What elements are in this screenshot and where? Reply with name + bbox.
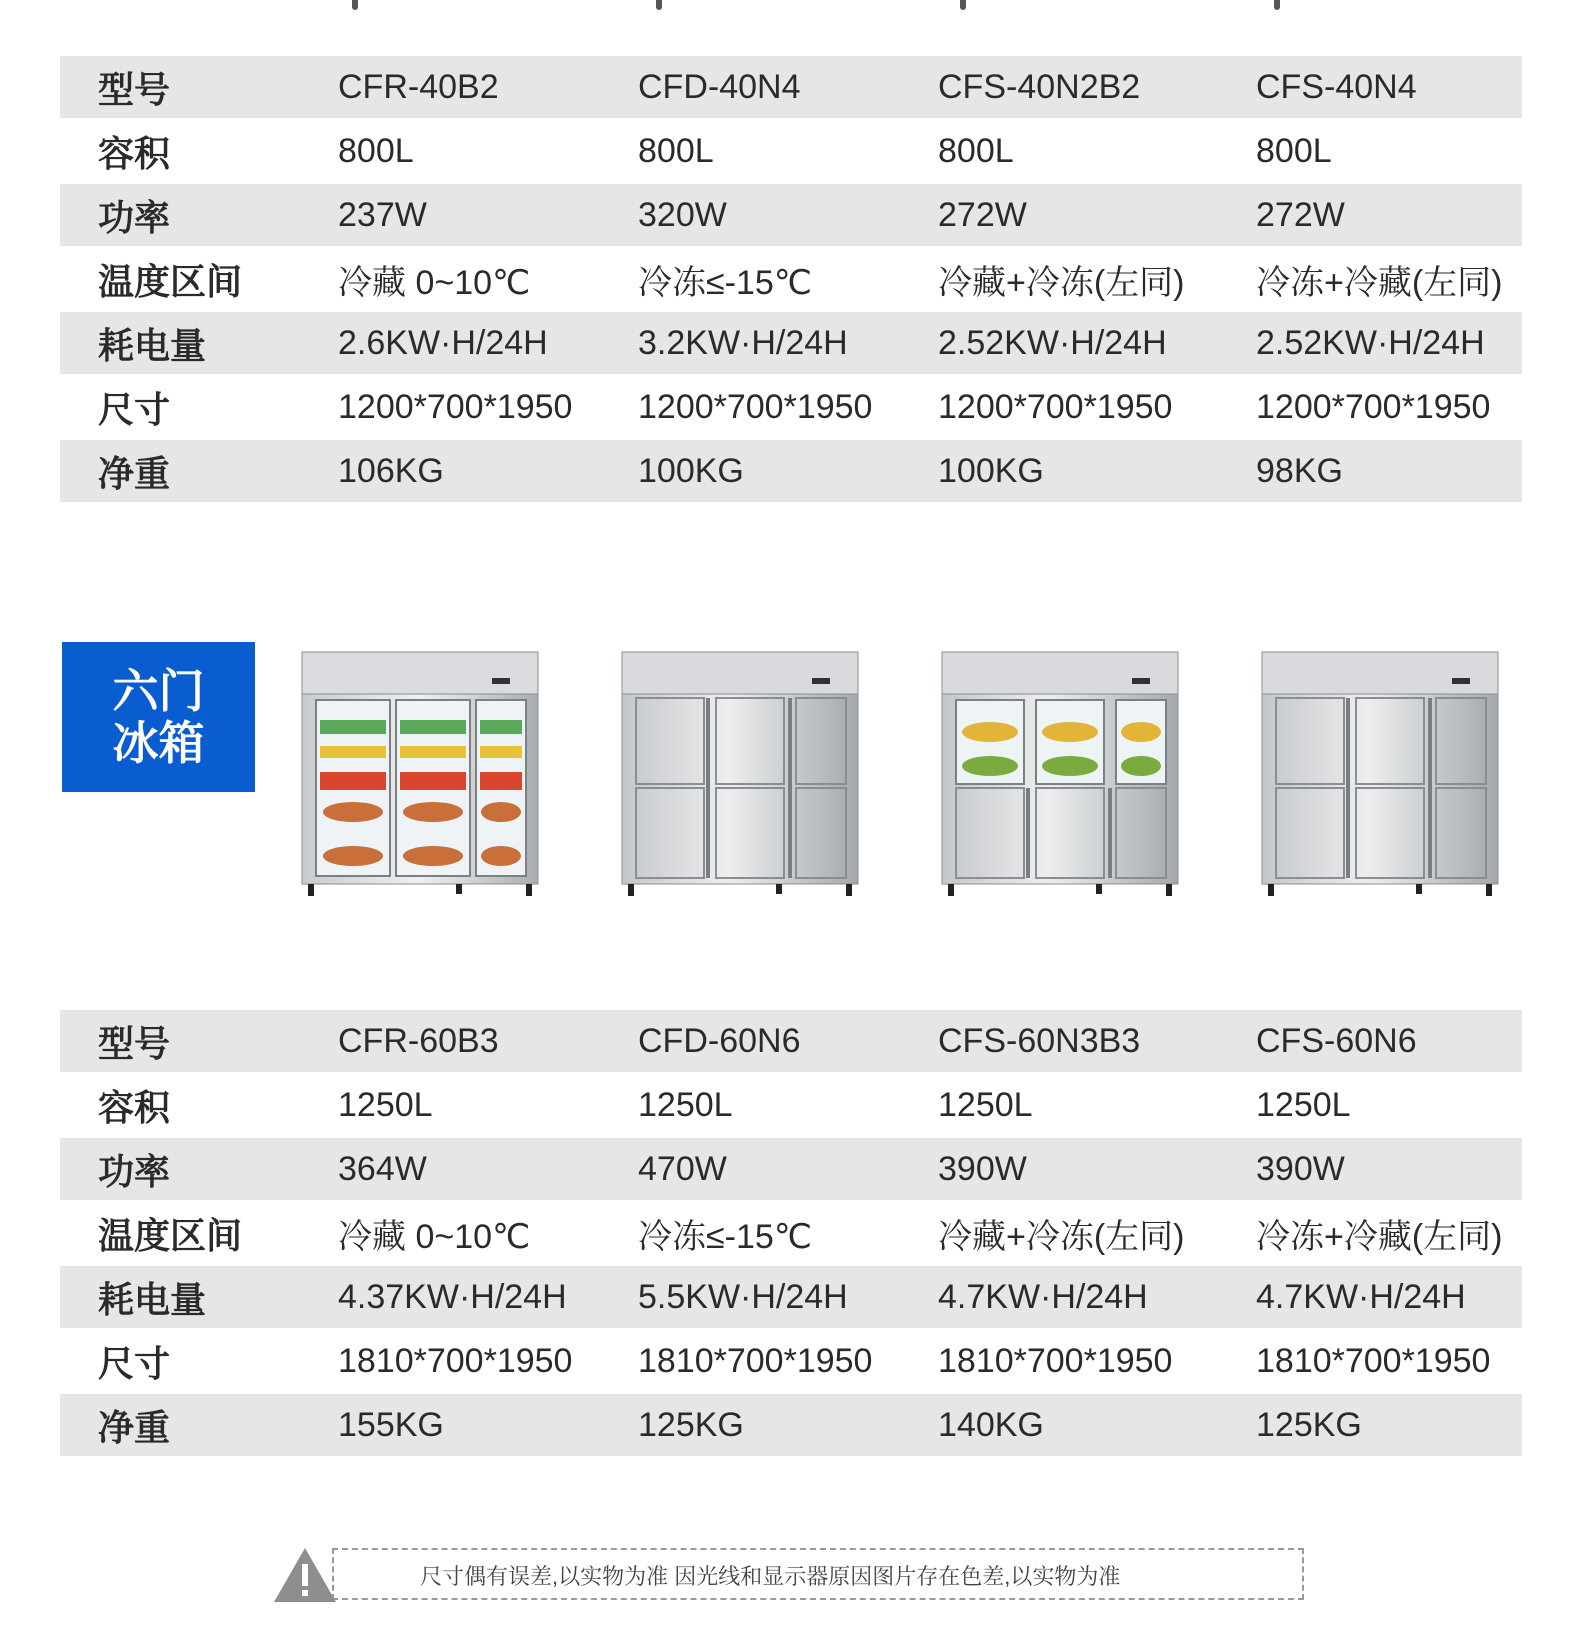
row-label: 容积 xyxy=(98,1086,171,1128)
table-cell: 冷冻≤-15℃ xyxy=(638,263,812,302)
table-cell: 1250L xyxy=(1256,1085,1351,1124)
table-cell: 1200*700*1950 xyxy=(638,387,873,426)
table-cell: 272W xyxy=(938,184,1256,246)
table-cell: 155KG xyxy=(338,1394,638,1456)
table-cell: 1810*700*1950 xyxy=(938,1341,1173,1380)
table-cell: 800L xyxy=(338,131,414,170)
fridge-image-glass-doors xyxy=(296,650,546,910)
table-row-temperature xyxy=(60,1200,1522,1266)
table-cell: 冷藏+冷冻(左同) xyxy=(938,1217,1185,1256)
model-cell: CFS-60N3B3 xyxy=(938,1010,1256,1072)
table-row-size xyxy=(60,374,1522,440)
model-cell: CFD-60N6 xyxy=(638,1010,938,1072)
table-cell: 冷冻+冷藏(左同) xyxy=(1256,263,1503,302)
fridge-image-half-glass-doors xyxy=(936,650,1186,910)
model-cell: CFD-40N4 xyxy=(638,56,938,118)
spec-table-four-door xyxy=(60,56,1522,502)
table-cell: 4.7KW·H/24H xyxy=(1256,1266,1522,1328)
table-cell: 3.2KW·H/24H xyxy=(638,312,938,374)
table-cell: 1810*700*1950 xyxy=(638,1341,873,1380)
table-cell: 272W xyxy=(1256,184,1522,246)
row-label: 功率 xyxy=(60,1138,338,1200)
table-cell: 237W xyxy=(338,184,638,246)
table-cell: 140KG xyxy=(938,1394,1256,1456)
model-cell: CFS-40N2B2 xyxy=(938,56,1256,118)
row-label: 净重 xyxy=(60,440,338,502)
row-label: 温度区间 xyxy=(98,1214,243,1256)
table-cell: 冷冻+冷藏(左同) xyxy=(1256,1217,1503,1256)
warning-triangle-icon xyxy=(272,1544,338,1604)
table-cell: 100KG xyxy=(638,440,938,502)
model-cell: CFS-40N4 xyxy=(1256,56,1522,118)
table-row-consumption xyxy=(60,312,1522,374)
table-cell: 106KG xyxy=(338,440,638,502)
table-cell: 1250L xyxy=(638,1085,733,1124)
table-cell: 1200*700*1950 xyxy=(338,387,573,426)
table-cell: 4.37KW·H/24H xyxy=(338,1266,638,1328)
badge-text xyxy=(104,665,214,769)
table-cell: 320W xyxy=(638,184,938,246)
table-cell: 4.7KW·H/24H xyxy=(938,1266,1256,1328)
table-cell: 2.6KW·H/24H xyxy=(338,312,638,374)
row-label: 尺寸 xyxy=(98,388,171,430)
row-label: 耗电量 xyxy=(60,312,338,374)
table-cell: 1810*700*1950 xyxy=(338,1341,573,1380)
table-cell: 1810*700*1950 xyxy=(1256,1341,1491,1380)
row-label: 尺寸 xyxy=(98,1342,171,1384)
table-cell: 1250L xyxy=(938,1085,1033,1124)
table-cell: 98KG xyxy=(1256,440,1522,502)
table-row-power xyxy=(60,184,1522,246)
table-cell: 390W xyxy=(938,1138,1256,1200)
table-row-volume xyxy=(60,118,1522,184)
spec-table-six-door xyxy=(60,1010,1522,1456)
table-cell: 冷冻≤-15℃ xyxy=(638,1217,812,1256)
table-cell: 冷藏 0~10℃ xyxy=(338,263,531,302)
row-label: 净重 xyxy=(60,1394,338,1456)
model-cell: CFR-60B3 xyxy=(338,1010,638,1072)
table-row-model xyxy=(60,56,1522,118)
table-cell: 125KG xyxy=(638,1394,938,1456)
table-cell: 1200*700*1950 xyxy=(1256,387,1491,426)
table-cell: 冷藏 0~10℃ xyxy=(338,1217,531,1256)
table-row-weight xyxy=(60,1394,1522,1456)
row-label: 温度区间 xyxy=(98,260,243,302)
row-label: 耗电量 xyxy=(60,1266,338,1328)
table-cell: 390W xyxy=(1256,1138,1522,1200)
badge-line-2: 冰箱 xyxy=(112,717,205,769)
fridge-image-steel-doors xyxy=(616,650,866,910)
table-row-volume xyxy=(60,1072,1522,1138)
model-cell: CFR-40B2 xyxy=(338,56,638,118)
table-row-consumption xyxy=(60,1266,1522,1328)
disclaimer-notice xyxy=(272,1548,1312,1598)
table-cell: 470W xyxy=(638,1138,938,1200)
table-row-power xyxy=(60,1138,1522,1200)
table-cell: 364W xyxy=(338,1138,638,1200)
table-row-temperature xyxy=(60,246,1522,312)
badge-line-1: 六门 xyxy=(112,665,205,717)
table-row-weight xyxy=(60,440,1522,502)
table-cell: 2.52KW·H/24H xyxy=(938,312,1256,374)
table-cell: 800L xyxy=(1256,131,1332,170)
table-cell: 5.5KW·H/24H xyxy=(638,1266,938,1328)
top-edge-decoration xyxy=(0,0,1581,14)
table-row-size xyxy=(60,1328,1522,1394)
row-label: 功率 xyxy=(60,184,338,246)
table-cell: 100KG xyxy=(938,440,1256,502)
notice-text: 尺寸偶有误差,以实物为准 因光线和显示器原因图片存在色差,以实物为准 xyxy=(420,1564,1121,1589)
model-cell: CFS-60N6 xyxy=(1256,1010,1522,1072)
table-cell: 2.52KW·H/24H xyxy=(1256,312,1522,374)
table-cell: 1200*700*1950 xyxy=(938,387,1173,426)
row-label: 型号 xyxy=(60,1010,338,1072)
row-label: 容积 xyxy=(98,132,171,174)
table-cell: 125KG xyxy=(1256,1394,1522,1456)
table-cell: 1250L xyxy=(338,1085,433,1124)
table-cell: 冷藏+冷冻(左同) xyxy=(938,263,1185,302)
table-cell: 800L xyxy=(638,131,714,170)
row-label: 型号 xyxy=(60,56,338,118)
table-cell: 800L xyxy=(938,131,1014,170)
six-door-fridge-badge xyxy=(62,642,255,792)
fridge-image-steel-doors-2 xyxy=(1256,650,1506,910)
table-row-model xyxy=(60,1010,1522,1072)
